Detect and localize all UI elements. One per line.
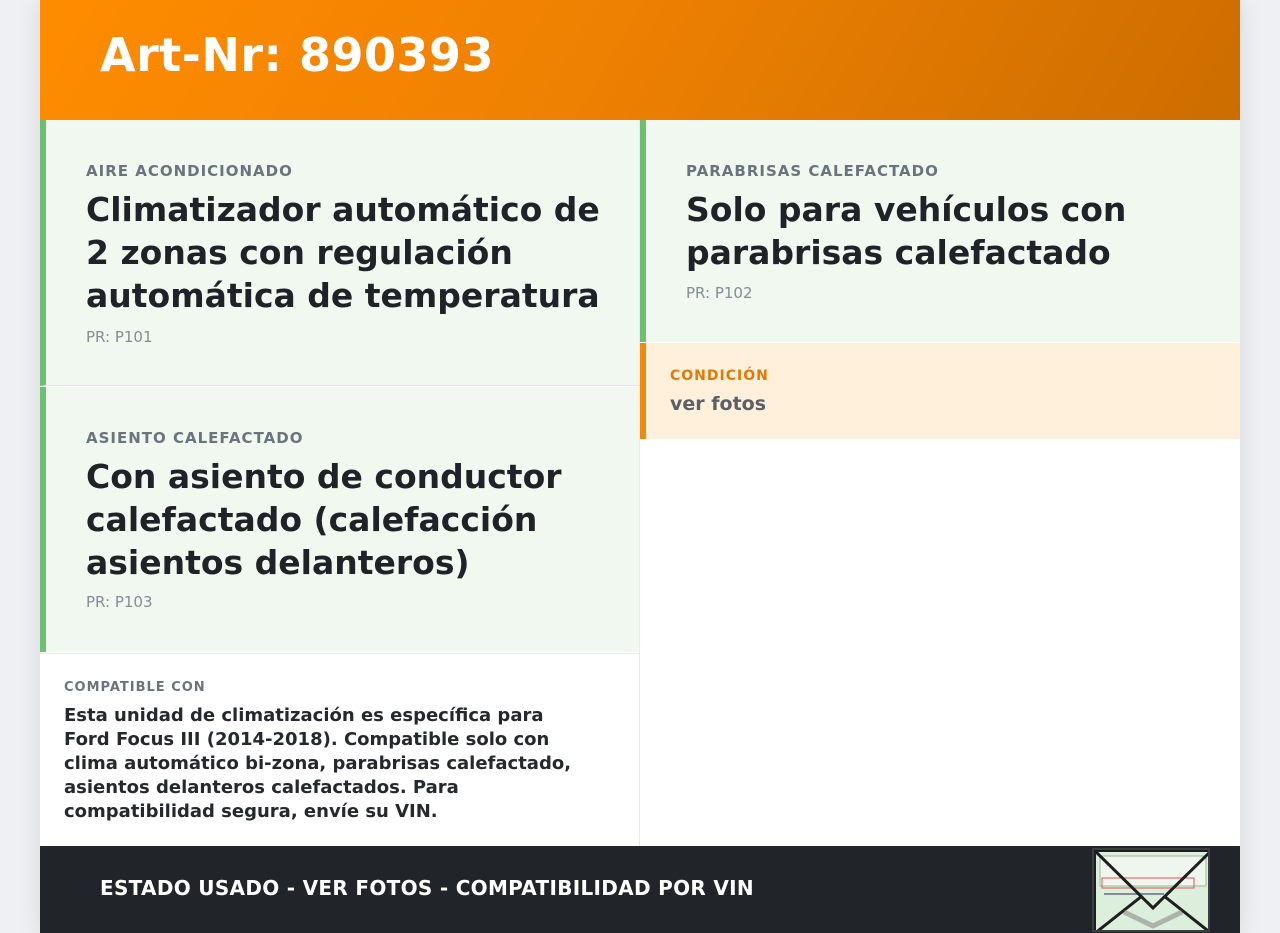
- column-divider: [639, 120, 640, 846]
- feature-card-heated-windshield: [640, 120, 1240, 342]
- condition-label: CONDICIÓN: [670, 368, 769, 384]
- envelope-thumbnail-graphic: [1094, 850, 1210, 932]
- feature-category: PARABRISAS CALEFACTADO: [686, 162, 939, 180]
- envelope-icon[interactable]: [1092, 848, 1210, 932]
- footer-bar: [40, 846, 1240, 933]
- footer-text: ESTADO USADO - VER FOTOS - COMPATIBILIDAD POR VIN: [100, 876, 754, 900]
- feature-category: ASIENTO CALEFACTADO: [86, 429, 304, 447]
- condition-value: ver fotos: [670, 393, 767, 415]
- condition-box: [640, 343, 1240, 439]
- compatibility-label: COMPATIBLE CON: [64, 680, 206, 695]
- feature-title: Climatizador automático de 2 zonas con regulación automática de temperatura: [86, 190, 600, 315]
- article-number-title: Art-Nr: 890393: [100, 28, 495, 82]
- product-page: [40, 0, 1240, 933]
- feature-title: Con asiento de conductor calefactado (calefacción asientos delanteros): [86, 457, 562, 582]
- feature-card-air-conditioning: [40, 120, 639, 386]
- feature-pr-code: PR: P103: [86, 593, 153, 611]
- feature-category: AIRE ACONDICIONADO: [86, 162, 293, 180]
- header-bar: [40, 0, 1240, 120]
- feature-pr-code: PR: P102: [686, 284, 753, 302]
- feature-title: Solo para vehículos con parabrisas calefactado: [686, 190, 1127, 272]
- feature-pr-code: PR: P101: [86, 328, 153, 346]
- compatibility-text: Esta unidad de climatización es específica para Ford Focus III (2014-2018). Compatible solo con clima automático bi-zona, parabrisas calefactado, asientos delanteros calefactados. Para compatibilidad segura, envíe su VIN.: [64, 705, 572, 822]
- feature-card-heated-seat: [40, 387, 639, 652]
- compatibility-section: [40, 653, 639, 846]
